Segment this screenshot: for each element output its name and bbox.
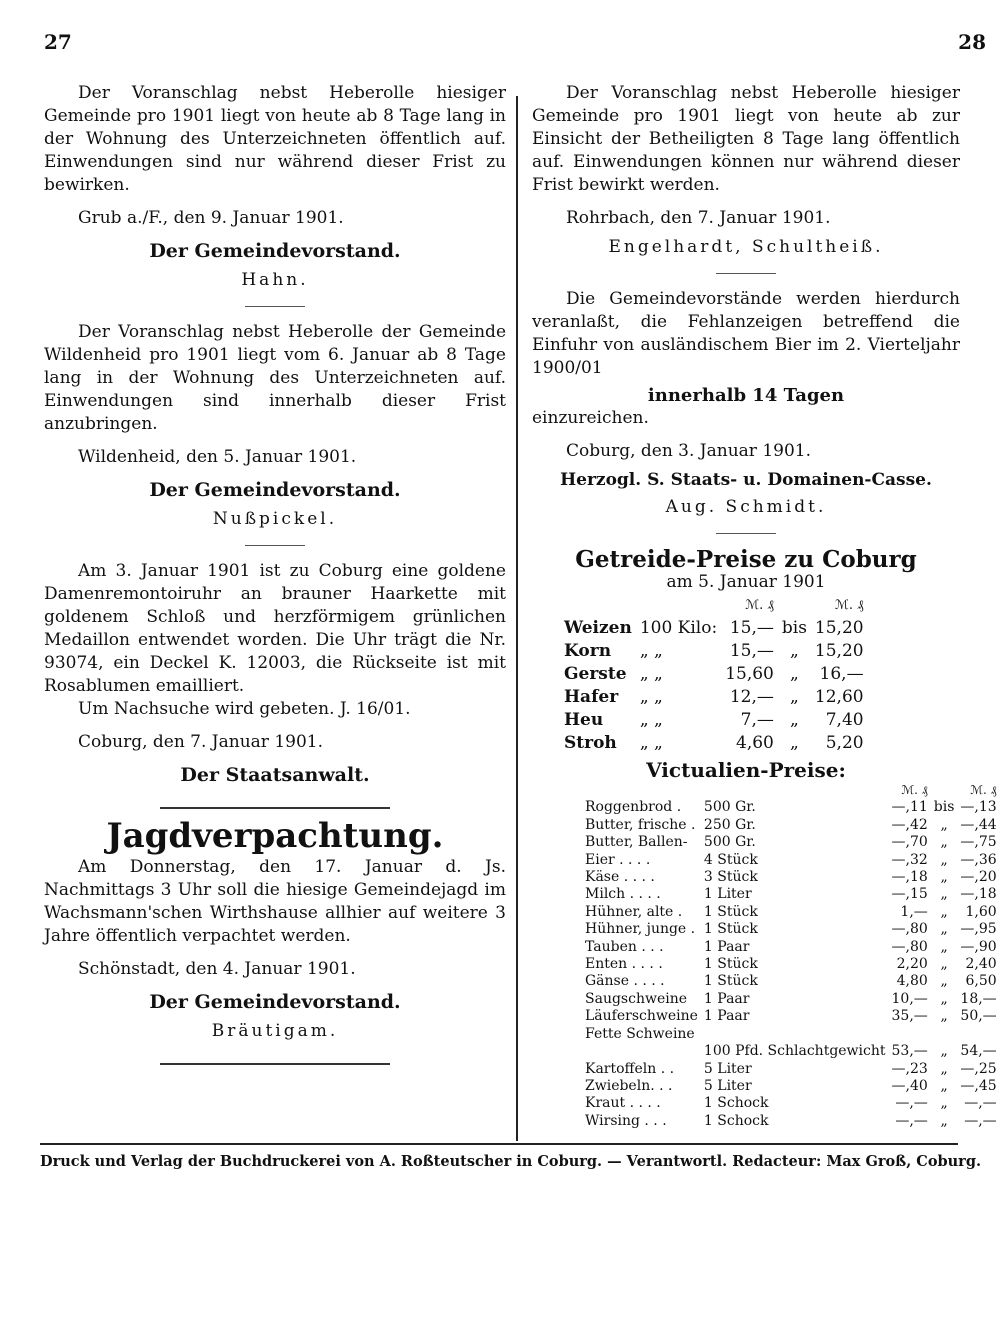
item-quantity: 3 Stück bbox=[703, 869, 758, 886]
left-column bbox=[44, 82, 506, 1081]
table-row bbox=[560, 617, 868, 640]
price-low: 15,60 bbox=[725, 664, 774, 684]
victual-prices-table bbox=[582, 782, 1000, 1130]
item-name: Butter, frische . bbox=[585, 816, 696, 833]
separator bbox=[160, 1063, 390, 1065]
table-row bbox=[582, 1061, 1000, 1078]
notice-signatory: Nußpickel. bbox=[212, 509, 338, 529]
item-quantity: 100 Pfd. Schlachtgewicht bbox=[703, 1043, 886, 1060]
price-high: —,36 bbox=[960, 851, 997, 868]
price-low: —,11 bbox=[891, 799, 928, 816]
price-high: 50,— bbox=[960, 1008, 997, 1025]
price-separator: „ bbox=[940, 990, 948, 1007]
grain-prices-title: Getreide-Preise zu Coburg bbox=[575, 546, 917, 573]
price-high: 2,40 bbox=[965, 956, 997, 973]
item-quantity: 1 Stück bbox=[703, 973, 758, 990]
price-separator: „ bbox=[940, 851, 948, 868]
item-quantity: 100 Kilo: bbox=[639, 618, 718, 638]
unit-label: ℳ. ₰ bbox=[745, 598, 774, 613]
table-row bbox=[560, 686, 868, 709]
price-low: 7,— bbox=[740, 710, 774, 730]
price-high: 1,60 bbox=[965, 903, 997, 920]
price-separator: „ bbox=[789, 641, 799, 661]
price-high: 5,20 bbox=[825, 733, 864, 753]
price-separator: „ bbox=[940, 1043, 948, 1060]
notice-paragraph: Der Voranschlag nebst Heberolle hiesiger Gemeinde pro 1901 liegt von heute ab zur Einsicht der Betheiligten 8 Tage lang öffentlich auf. Einwendungen können nur während dieser Frist bewirkt werden. bbox=[532, 83, 960, 195]
table-row bbox=[582, 973, 1000, 990]
price-low: 12,— bbox=[729, 687, 774, 707]
notice-authority: Der Gemeindevorstand. bbox=[149, 991, 401, 1013]
table-row bbox=[560, 709, 868, 732]
table-row bbox=[560, 663, 868, 686]
item-name: Butter, Ballen- bbox=[585, 834, 688, 851]
item-name: Hühner, alte . bbox=[585, 903, 683, 920]
table-row bbox=[582, 852, 1000, 869]
notice-signatory: Bräutigam. bbox=[211, 1021, 339, 1041]
separator bbox=[245, 306, 305, 307]
price-separator: „ bbox=[940, 956, 948, 973]
price-separator: „ bbox=[940, 1077, 948, 1094]
separator bbox=[716, 533, 776, 534]
item-quantity: 1 Paar bbox=[703, 990, 750, 1007]
price-high: 54,— bbox=[960, 1043, 997, 1060]
price-low: 10,— bbox=[891, 990, 928, 1007]
price-low: —,— bbox=[895, 1112, 928, 1129]
table-row bbox=[582, 991, 1000, 1008]
table-row bbox=[560, 640, 868, 663]
price-separator: bis bbox=[781, 618, 807, 638]
price-low bbox=[889, 1026, 931, 1043]
price-low: 53,— bbox=[891, 1043, 928, 1060]
item-quantity: „ „ bbox=[639, 687, 663, 707]
price-high: —,13 bbox=[960, 799, 997, 816]
separator bbox=[245, 545, 305, 546]
item-quantity: „ „ bbox=[639, 641, 663, 661]
table-row bbox=[582, 1043, 1000, 1060]
item-quantity: 1 Schock bbox=[703, 1112, 769, 1129]
price-low: —,— bbox=[895, 1095, 928, 1112]
price-low: 2,20 bbox=[896, 956, 928, 973]
price-high: 16,— bbox=[819, 664, 864, 684]
table-row bbox=[582, 799, 1000, 816]
item-name: Heu bbox=[564, 710, 604, 730]
item-name: Tauben . . . bbox=[585, 938, 664, 955]
price-high: 15,20 bbox=[814, 641, 864, 661]
footer-rule bbox=[40, 1143, 958, 1145]
item-quantity: 5 Liter bbox=[703, 1060, 752, 1077]
price-high: —,45 bbox=[960, 1077, 997, 1094]
price-low: —,70 bbox=[891, 834, 928, 851]
notice-authority: Der Staatsanwalt. bbox=[180, 764, 370, 786]
item-name: Wirsing . . . bbox=[585, 1112, 667, 1129]
item-quantity: 1 Stück bbox=[703, 956, 758, 973]
notice-place-date: Grub a./F., den 9. Januar 1901. bbox=[78, 208, 344, 228]
imprint: Druck und Verlag der Buchdruckerei von A. Roßteutscher in Coburg. — Verantwortl. Redacteur: Max Groß, Coburg. bbox=[40, 1153, 982, 1170]
right-column bbox=[532, 82, 997, 1130]
page-number-right: 28 bbox=[958, 30, 986, 54]
price-separator: „ bbox=[940, 973, 948, 990]
item-quantity: 1 Paar bbox=[703, 1008, 750, 1025]
notice-place-date: Rohrbach, den 7. Januar 1901. bbox=[566, 208, 831, 228]
price-separator: „ bbox=[940, 1008, 948, 1025]
table-row bbox=[582, 834, 1000, 851]
table-row bbox=[582, 1008, 1000, 1025]
notice-paragraph: Um Nachsuche wird gebeten. J. 16/01. bbox=[78, 699, 411, 719]
price-separator: „ bbox=[940, 869, 948, 886]
notice-text: einzureichen. bbox=[532, 408, 649, 428]
item-name: Fette Schweine bbox=[585, 1025, 695, 1042]
item-quantity: 500 Gr. bbox=[703, 799, 756, 816]
price-high: —,— bbox=[964, 1112, 997, 1129]
price-separator: „ bbox=[789, 710, 799, 730]
price-high: 15,20 bbox=[814, 618, 864, 638]
price-separator: „ bbox=[940, 903, 948, 920]
price-high: —,25 bbox=[960, 1060, 997, 1077]
victual-prices-title: Victualien-Preise: bbox=[646, 758, 846, 782]
price-low: —,15 bbox=[891, 886, 928, 903]
item-name: Korn bbox=[564, 641, 612, 661]
item-name: Milch . . . . bbox=[585, 886, 661, 903]
table-row bbox=[582, 904, 1000, 921]
price-low: —,23 bbox=[891, 1060, 928, 1077]
table-row bbox=[582, 921, 1000, 938]
price-high: 18,— bbox=[960, 990, 997, 1007]
price-high: 7,40 bbox=[825, 710, 864, 730]
section-title: Jagdverpachtung. bbox=[106, 816, 444, 856]
item-name: Enten . . . . bbox=[585, 956, 663, 973]
item-name: Hühner, junge . bbox=[585, 921, 696, 938]
item-name: Kraut . . . . bbox=[585, 1095, 661, 1112]
price-low: —,40 bbox=[891, 1077, 928, 1094]
price-high bbox=[957, 1026, 999, 1043]
item-quantity: „ „ bbox=[639, 733, 663, 753]
price-separator: „ bbox=[940, 1112, 948, 1129]
separator bbox=[160, 807, 390, 809]
notice-paragraph: Am Donnerstag, den 17. Januar d. Js. Nachmittags 3 Uhr soll die hiesige Gemeindejagd im Wachsmann'schen Wirthshause allhier auf weitere 3 Jahre öffentlich verpachtet werden. bbox=[44, 857, 506, 946]
price-high: —,— bbox=[964, 1095, 997, 1112]
price-high: 12,60 bbox=[814, 687, 864, 707]
item-quantity: 1 Paar bbox=[703, 938, 750, 955]
notice-place-date: Coburg, den 3. Januar 1901. bbox=[566, 441, 811, 461]
item-quantity: 250 Gr. bbox=[703, 816, 756, 833]
notice-place-date: Coburg, den 7. Januar 1901. bbox=[78, 732, 323, 752]
item-name: Gerste bbox=[564, 664, 627, 684]
item-quantity: 4 Stück bbox=[703, 851, 758, 868]
price-separator: „ bbox=[940, 938, 948, 955]
notice-signatory: Aug. Schmidt. bbox=[665, 497, 827, 517]
item-quantity: „ „ bbox=[639, 710, 663, 730]
table-header-row bbox=[560, 594, 868, 617]
price-separator: „ bbox=[789, 664, 799, 684]
notice-deadline: innerhalb 14 Tagen bbox=[647, 385, 845, 406]
item-quantity: 1 Liter bbox=[703, 886, 752, 903]
price-separator: bis bbox=[933, 799, 955, 816]
table-row bbox=[582, 817, 1000, 834]
item-name: Weizen bbox=[564, 618, 632, 638]
unit-label: ℳ. ₰ bbox=[901, 783, 928, 797]
price-low: 1,— bbox=[900, 903, 928, 920]
item-name: Gänse . . . . bbox=[585, 973, 665, 990]
notice-place-date: Wildenheid, den 5. Januar 1901. bbox=[78, 447, 357, 467]
price-low: —,32 bbox=[891, 851, 928, 868]
notice-authority: Der Gemeindevorstand. bbox=[149, 240, 401, 262]
price-separator: „ bbox=[789, 733, 799, 753]
price-high: —,44 bbox=[960, 816, 997, 833]
page-number-left: 27 bbox=[44, 30, 72, 54]
price-separator: „ bbox=[940, 834, 948, 851]
table-row bbox=[582, 1113, 1000, 1130]
notice-paragraph: Die Gemeindevorstände werden hierdurch veranlaßt, die Fehlanzeigen betreffend die Einfuhr von ausländischem Bier im 2. Vierteljahr 1900/01 bbox=[532, 289, 960, 378]
price-low: 4,60 bbox=[736, 733, 774, 753]
item-name: Roggenbrod . bbox=[585, 799, 682, 816]
price-separator: „ bbox=[940, 816, 948, 833]
price-separator: „ bbox=[940, 886, 948, 903]
table-row bbox=[582, 869, 1000, 886]
price-low: 4,80 bbox=[896, 973, 928, 990]
item-quantity: 1 Schock bbox=[703, 1095, 769, 1112]
item-quantity: 1 Stück bbox=[703, 903, 758, 920]
price-separator bbox=[931, 1026, 958, 1043]
table-header-row bbox=[582, 782, 1000, 799]
price-high: —,95 bbox=[960, 921, 997, 938]
price-high: —,90 bbox=[960, 938, 997, 955]
item-name: Läuferschweine bbox=[585, 1008, 698, 1025]
table-row bbox=[582, 939, 1000, 956]
item-name: Saugschweine bbox=[585, 990, 688, 1007]
price-low: —,80 bbox=[891, 938, 928, 955]
item-name bbox=[582, 1043, 701, 1060]
table-row bbox=[582, 886, 1000, 903]
grain-prices-date: am 5. Januar 1901 bbox=[666, 572, 826, 592]
item-name: Eier . . . . bbox=[585, 851, 651, 868]
price-low: 35,— bbox=[891, 1008, 928, 1025]
price-low: 15,— bbox=[729, 641, 774, 661]
table-row bbox=[560, 732, 868, 755]
notice-place-date: Schönstadt, den 4. Januar 1901. bbox=[78, 959, 356, 979]
item-quantity: 500 Gr. bbox=[703, 834, 756, 851]
table-row bbox=[582, 1095, 1000, 1112]
item-quantity: „ „ bbox=[639, 664, 663, 684]
price-separator: „ bbox=[789, 687, 799, 707]
table-row bbox=[582, 956, 1000, 973]
price-separator: „ bbox=[940, 1095, 948, 1112]
notice-authority: Herzogl. S. Staats- u. Domainen-Casse. bbox=[560, 470, 932, 490]
price-high: —,20 bbox=[960, 869, 997, 886]
unit-label: ℳ. ₰ bbox=[970, 783, 997, 797]
notice-paragraph: Am 3. Januar 1901 ist zu Coburg eine goldene Damenremontoiruhr an brauner Haarkette mit goldenem Schloß und herzförmigem grünlichen Medaillon entwendet worden. Die Uhr trägt die Nr. 93074, ein Deckel K. 12003, die Rückseite ist mit Rosablumen emailliert. bbox=[44, 561, 506, 696]
price-low: —,42 bbox=[891, 816, 928, 833]
item-name: Zwiebeln. . . bbox=[585, 1077, 673, 1094]
notice-paragraph: Der Voranschlag nebst Heberolle hiesiger Gemeinde pro 1901 liegt von heute ab 8 Tage lang in der Wohnung des Unterzeichneten öffentlich auf. Einwendungen sind nur während dieser Frist zu bewirken. bbox=[44, 83, 506, 195]
notice-signatory: Engelhardt, Schultheiß. bbox=[608, 237, 884, 257]
price-high: 6,50 bbox=[965, 973, 997, 990]
price-high: —,18 bbox=[960, 886, 997, 903]
price-separator: „ bbox=[940, 1060, 948, 1077]
item-quantity: 1 Stück bbox=[703, 921, 758, 938]
item-name: Käse . . . . bbox=[585, 869, 655, 886]
notice-authority: Der Gemeindevorstand. bbox=[149, 479, 401, 501]
notice-signatory: Hahn. bbox=[241, 270, 309, 290]
price-separator: „ bbox=[940, 921, 948, 938]
item-quantity: 5 Liter bbox=[703, 1077, 752, 1094]
column-divider bbox=[516, 96, 518, 1141]
separator bbox=[716, 273, 776, 274]
price-low: —,80 bbox=[891, 921, 928, 938]
price-high: —,75 bbox=[960, 834, 997, 851]
table-row bbox=[582, 1026, 1000, 1043]
item-name: Hafer bbox=[564, 687, 619, 707]
grain-prices-table bbox=[560, 594, 868, 755]
notice-paragraph: Der Voranschlag nebst Heberolle der Gemeinde Wildenheid pro 1901 liegt vom 6. Januar ab 8 Tage lang in der Wohnung des Unterzeichneten auf. Einwendungen sind innerhalb dieser Frist anzubringen. bbox=[44, 322, 506, 434]
item-name: Stroh bbox=[564, 733, 617, 753]
unit-label: ℳ. ₰ bbox=[834, 598, 864, 613]
item-name: Kartoffeln . . bbox=[585, 1060, 675, 1077]
price-low: 15,— bbox=[729, 618, 774, 638]
table-row bbox=[582, 1078, 1000, 1095]
item-quantity bbox=[701, 1026, 889, 1043]
price-low: —,18 bbox=[891, 869, 928, 886]
